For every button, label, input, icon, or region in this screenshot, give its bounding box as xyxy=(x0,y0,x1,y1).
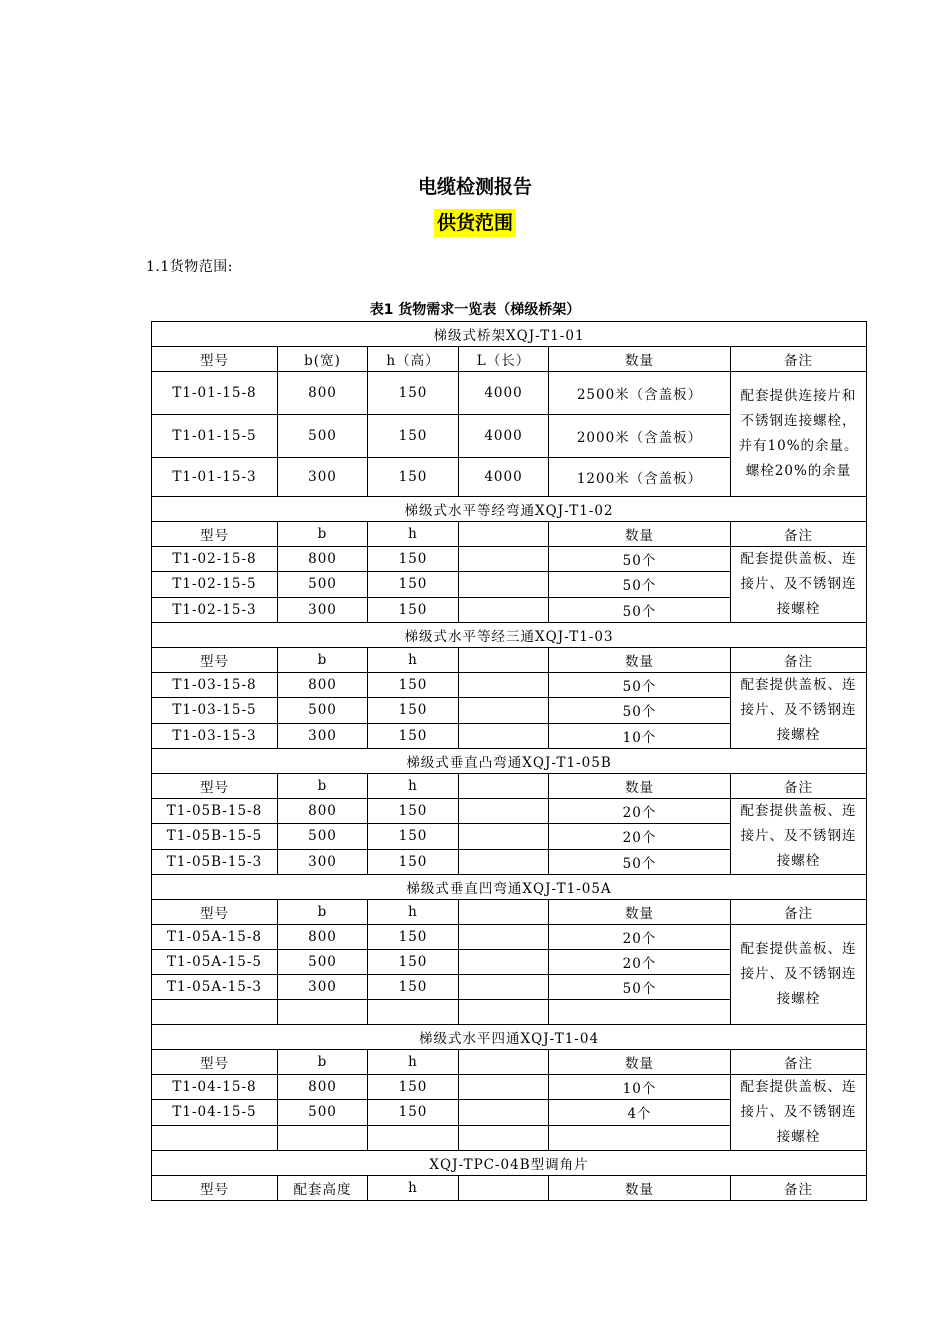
height-cell xyxy=(368,1125,459,1150)
header-cell: 型号 xyxy=(152,1176,278,1201)
height-cell: 150 xyxy=(368,824,459,849)
header-cell xyxy=(459,774,549,799)
model-cell: T1-05A-15-3 xyxy=(152,975,278,1000)
empty-cell xyxy=(459,1075,549,1100)
model-cell xyxy=(152,1125,278,1150)
quantity-cell: 10个 xyxy=(549,723,731,748)
quantity-cell: 4个 xyxy=(549,1100,731,1125)
table-row xyxy=(152,372,867,415)
width-cell: 300 xyxy=(278,723,368,748)
group-title-row xyxy=(152,623,867,648)
table-row xyxy=(152,1075,867,1100)
header-cell xyxy=(459,1176,549,1201)
height-cell: 150 xyxy=(368,975,459,1000)
height-cell: 150 xyxy=(368,547,459,572)
header-cell: 型号 xyxy=(152,774,278,799)
header-cell: 数量 xyxy=(549,1050,731,1075)
model-cell: T1-03-15-3 xyxy=(152,723,278,748)
empty-cell xyxy=(459,799,549,824)
width-cell: 500 xyxy=(278,698,368,723)
header-cell: 型号 xyxy=(152,1050,278,1075)
height-cell: 150 xyxy=(368,1100,459,1125)
group-title-row xyxy=(152,1025,867,1050)
quantity-cell: 10个 xyxy=(549,1075,731,1100)
quantity-cell: 50个 xyxy=(549,698,731,723)
quantity-cell: 20个 xyxy=(549,799,731,824)
quantity-cell: 50个 xyxy=(549,975,731,1000)
width-cell: 800 xyxy=(278,1075,368,1100)
width-cell: 500 xyxy=(278,415,368,458)
model-cell: T1-05B-15-8 xyxy=(152,799,278,824)
subtitle-wrap xyxy=(0,209,950,237)
table-row xyxy=(152,547,867,572)
quantity-cell: 20个 xyxy=(549,925,731,950)
model-cell: T1-01-15-5 xyxy=(152,415,278,458)
width-cell: 500 xyxy=(278,572,368,597)
quantity-cell: 2000米（含盖板） xyxy=(549,415,731,458)
header-cell: 备注 xyxy=(731,522,867,547)
header-cell: h xyxy=(368,1176,459,1201)
length-cell: 4000 xyxy=(459,372,549,415)
empty-cell xyxy=(459,1000,549,1025)
note-cell: 配套提供盖板、连接片、及不锈钢连接螺栓 xyxy=(731,799,867,875)
height-cell: 150 xyxy=(368,950,459,975)
quantity-cell: 20个 xyxy=(549,824,731,849)
header-cell: b xyxy=(278,774,368,799)
quantity-cell xyxy=(549,1125,731,1150)
table-row xyxy=(152,673,867,698)
width-cell: 300 xyxy=(278,849,368,874)
header-cell: 备注 xyxy=(731,900,867,925)
model-cell: T1-02-15-3 xyxy=(152,597,278,622)
width-cell: 300 xyxy=(278,458,368,497)
group-title-row xyxy=(152,749,867,774)
header-cell xyxy=(459,900,549,925)
width-cell: 300 xyxy=(278,975,368,1000)
model-cell: T1-05B-15-5 xyxy=(152,824,278,849)
quantity-cell: 20个 xyxy=(549,950,731,975)
header-cell: 备注 xyxy=(731,1050,867,1075)
empty-cell xyxy=(459,572,549,597)
header-cell: 数量 xyxy=(549,522,731,547)
height-cell: 150 xyxy=(368,372,459,415)
header-cell: 型号 xyxy=(152,522,278,547)
header-cell: b(宽) xyxy=(278,347,368,372)
height-cell: 150 xyxy=(368,925,459,950)
table-row xyxy=(152,925,867,950)
header-row xyxy=(152,774,867,799)
model-cell: T1-02-15-8 xyxy=(152,547,278,572)
width-cell: 800 xyxy=(278,673,368,698)
section-heading: 1.1货物范围: xyxy=(146,259,233,275)
header-cell: 备注 xyxy=(731,1176,867,1201)
header-cell: b xyxy=(278,900,368,925)
header-cell: 备注 xyxy=(731,774,867,799)
header-cell xyxy=(459,648,549,673)
goods-table xyxy=(151,321,867,1201)
model-cell: T1-02-15-5 xyxy=(152,572,278,597)
group-title: XQJ-TPC-04B型调角片 xyxy=(152,1151,867,1176)
quantity-cell: 1200米（含盖板） xyxy=(549,458,731,497)
header-cell: 数量 xyxy=(549,648,731,673)
width-cell: 800 xyxy=(278,547,368,572)
model-cell xyxy=(152,1000,278,1025)
width-cell xyxy=(278,1125,368,1150)
height-cell: 150 xyxy=(368,1075,459,1100)
width-cell: 300 xyxy=(278,597,368,622)
model-cell: T1-05A-15-8 xyxy=(152,925,278,950)
quantity-cell: 50个 xyxy=(549,597,731,622)
header-cell: 数量 xyxy=(549,1176,731,1201)
model-cell: T1-03-15-5 xyxy=(152,698,278,723)
header-cell: 数量 xyxy=(549,900,731,925)
length-cell: 4000 xyxy=(459,458,549,497)
width-cell: 800 xyxy=(278,799,368,824)
width-cell: 500 xyxy=(278,1100,368,1125)
header-row xyxy=(152,648,867,673)
empty-cell xyxy=(459,1100,549,1125)
header-cell: 数量 xyxy=(549,774,731,799)
group-title: 梯级式水平四通XQJ-T1-04 xyxy=(152,1025,867,1050)
header-cell: 型号 xyxy=(152,648,278,673)
quantity-cell: 50个 xyxy=(549,572,731,597)
height-cell: 150 xyxy=(368,415,459,458)
height-cell xyxy=(368,1000,459,1025)
group-title: 梯级式垂直凸弯通XQJ-T1-05B xyxy=(152,749,867,774)
header-cell: 型号 xyxy=(152,347,278,372)
highlighted-subtitle: 供货范围 xyxy=(434,209,516,237)
quantity-cell: 50个 xyxy=(549,547,731,572)
height-cell: 150 xyxy=(368,597,459,622)
width-cell: 500 xyxy=(278,950,368,975)
length-cell: 4000 xyxy=(459,415,549,458)
model-cell: T1-01-15-8 xyxy=(152,372,278,415)
header-cell: b xyxy=(278,648,368,673)
width-cell: 800 xyxy=(278,372,368,415)
group-title: 梯级式水平等经三通XQJ-T1-03 xyxy=(152,623,867,648)
model-cell: T1-03-15-8 xyxy=(152,673,278,698)
group-title: 梯级式水平等经弯通XQJ-T1-02 xyxy=(152,497,867,522)
header-cell: b xyxy=(278,1050,368,1075)
empty-cell xyxy=(459,824,549,849)
empty-cell xyxy=(459,547,549,572)
header-cell: b xyxy=(278,522,368,547)
header-cell: h xyxy=(368,1050,459,1075)
empty-cell xyxy=(459,849,549,874)
header-cell xyxy=(459,1050,549,1075)
header-row xyxy=(152,347,867,372)
header-cell: 数量 xyxy=(549,347,731,372)
group-title-row xyxy=(152,1151,867,1176)
quantity-cell: 2500米（含盖板） xyxy=(549,372,731,415)
height-cell: 150 xyxy=(368,723,459,748)
header-row xyxy=(152,1050,867,1075)
header-cell: h xyxy=(368,648,459,673)
header-row xyxy=(152,522,867,547)
model-cell: T1-05B-15-3 xyxy=(152,849,278,874)
header-cell: 配套高度 xyxy=(278,1176,368,1201)
width-cell: 800 xyxy=(278,925,368,950)
table-row xyxy=(152,799,867,824)
group-title: 梯级式垂直凹弯通XQJ-T1-05A xyxy=(152,875,867,900)
note-cell: 配套提供盖板、连接片、及不锈钢连接螺栓 xyxy=(731,1075,867,1151)
empty-cell xyxy=(459,597,549,622)
header-cell xyxy=(459,522,549,547)
model-cell: T1-01-15-3 xyxy=(152,458,278,497)
model-cell: T1-05A-15-5 xyxy=(152,950,278,975)
empty-cell xyxy=(459,698,549,723)
width-cell: 500 xyxy=(278,824,368,849)
note-cell: 配套提供连接片和不锈钢连接螺栓，并有10%的余量。螺栓20%的余量 xyxy=(731,372,867,497)
group-title-row xyxy=(152,875,867,900)
header-row xyxy=(152,1176,867,1201)
height-cell: 150 xyxy=(368,673,459,698)
table-caption: 表1 货物需求一览表（梯级桥架） xyxy=(369,302,581,318)
header-cell: h xyxy=(368,900,459,925)
header-cell: h xyxy=(368,522,459,547)
header-cell: 备注 xyxy=(731,347,867,372)
group-title: 梯级式桥架XQJ-T1-01 xyxy=(152,322,867,347)
header-cell: L（长） xyxy=(459,347,549,372)
height-cell: 150 xyxy=(368,572,459,597)
empty-cell xyxy=(459,925,549,950)
note-cell: 配套提供盖板、连接片、及不锈钢连接螺栓 xyxy=(731,925,867,1025)
note-cell: 配套提供盖板、连接片、及不锈钢连接螺栓 xyxy=(731,547,867,623)
model-cell: T1-04-15-5 xyxy=(152,1100,278,1125)
quantity-cell xyxy=(549,1000,731,1025)
height-cell: 150 xyxy=(368,849,459,874)
document-title: 电缆检测报告 xyxy=(417,176,532,198)
height-cell: 150 xyxy=(368,698,459,723)
empty-cell xyxy=(459,673,549,698)
empty-cell xyxy=(459,975,549,1000)
height-cell: 150 xyxy=(368,799,459,824)
header-cell: h xyxy=(368,774,459,799)
group-title-row xyxy=(152,322,867,347)
height-cell: 150 xyxy=(368,458,459,497)
width-cell xyxy=(278,1000,368,1025)
empty-cell xyxy=(459,723,549,748)
quantity-cell: 50个 xyxy=(549,849,731,874)
header-cell: h（高） xyxy=(368,347,459,372)
header-cell: 备注 xyxy=(731,648,867,673)
quantity-cell: 50个 xyxy=(549,673,731,698)
header-cell: 型号 xyxy=(152,900,278,925)
note-cell: 配套提供盖板、连接片、及不锈钢连接螺栓 xyxy=(731,673,867,749)
empty-cell xyxy=(459,1125,549,1150)
header-row xyxy=(152,900,867,925)
model-cell: T1-04-15-8 xyxy=(152,1075,278,1100)
empty-cell xyxy=(459,950,549,975)
group-title-row xyxy=(152,497,867,522)
